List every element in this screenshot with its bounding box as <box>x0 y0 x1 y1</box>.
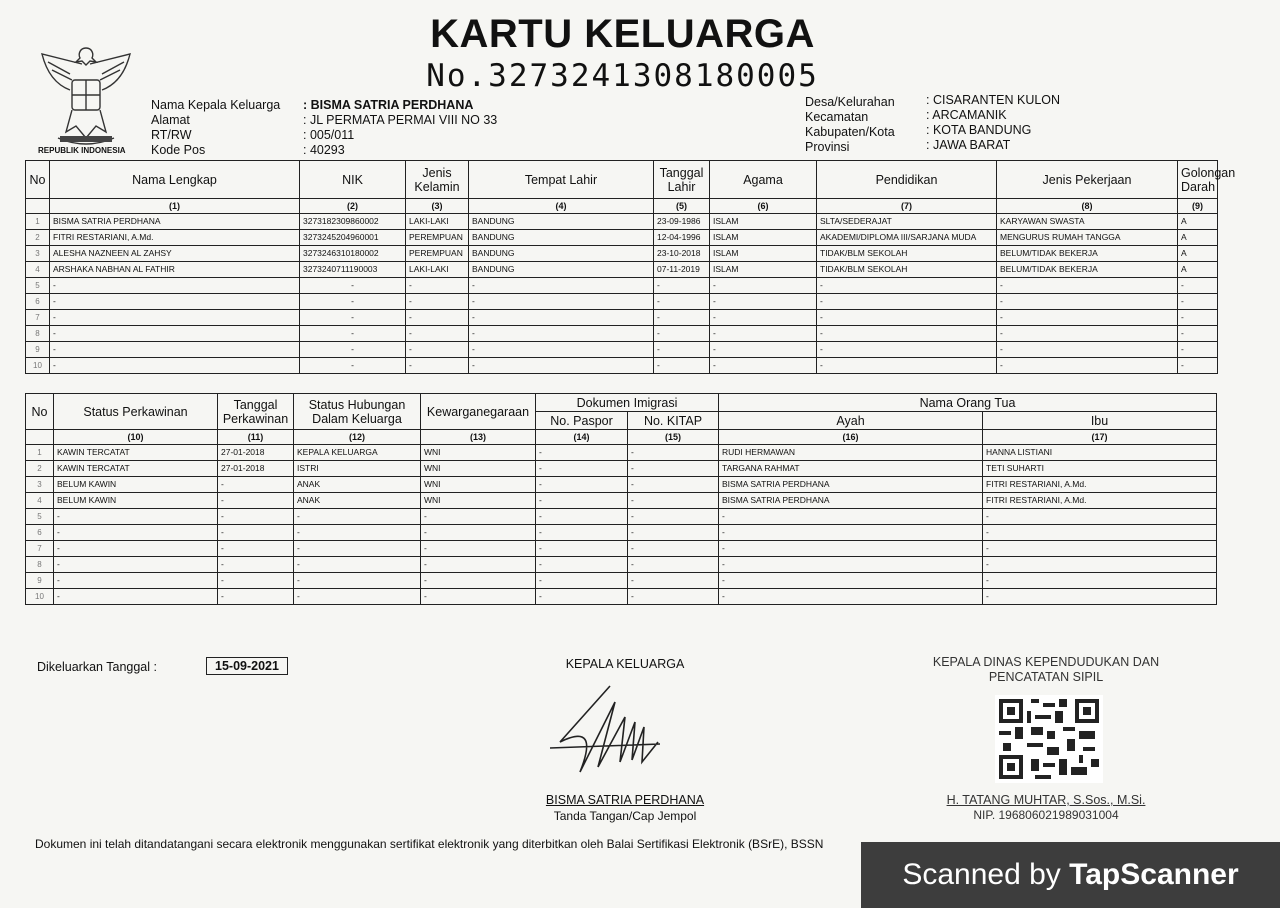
cell-no-paspor: - <box>536 589 628 605</box>
cell-nama-lengkap: - <box>50 294 300 310</box>
cell-status-hubungan: ISTRI <box>294 461 421 477</box>
cell-jenis-kelamin: - <box>406 310 469 326</box>
table1-header-row <box>26 161 1218 199</box>
cell-ibu: - <box>983 589 1217 605</box>
table-row <box>26 493 1217 509</box>
table-row <box>26 294 1218 310</box>
table2-subheader-no-paspor: No. Paspor <box>536 412 628 430</box>
cell-status-hubungan: ANAK <box>294 477 421 493</box>
cell-tempat-lahir: - <box>469 278 654 294</box>
cell-ayah: TARGANA RAHMAT <box>719 461 983 477</box>
value-desa-kelurahan: : CISARANTEN KULON <box>926 93 1061 107</box>
cell-agama: - <box>710 358 817 374</box>
table-row <box>26 278 1218 294</box>
table1-number-empty <box>26 199 50 214</box>
cell-status-perkawinan: - <box>54 557 218 573</box>
cell-nik: 3273182309860002 <box>300 214 406 230</box>
cell-no: 7 <box>26 310 50 326</box>
table1-number-1: (1) <box>50 199 300 214</box>
cell-agama: ISLAM <box>710 246 817 262</box>
cell-tanggal-lahir: - <box>654 342 710 358</box>
cell-status-hubungan: KEPALA KELUARGA <box>294 445 421 461</box>
cell-status-perkawinan: BELUM KAWIN <box>54 477 218 493</box>
cell-jenis-kelamin: - <box>406 342 469 358</box>
table-row <box>26 461 1217 477</box>
cell-jenis-kelamin: - <box>406 358 469 374</box>
cell-kewarganegaraan: - <box>421 557 536 573</box>
cell-tanggal-lahir: 23-09-1986 <box>654 214 710 230</box>
cell-nik: 3273240711190003 <box>300 262 406 278</box>
table2-subheader-ayah: Ayah <box>719 412 983 430</box>
table-row <box>26 589 1217 605</box>
table1-number-2: (2) <box>300 199 406 214</box>
cell-tanggal-perkawinan: - <box>218 509 294 525</box>
cell-tanggal-perkawinan: - <box>218 589 294 605</box>
official-name: H. TATANG MUHTAR, S.Sos., M.Si. <box>946 793 1146 807</box>
cell-golongan-darah: - <box>1178 294 1218 310</box>
label-nama-kepala-keluarga: Nama Kepala Keluarga <box>151 98 281 112</box>
table1-header-tempat-lahir: Tempat Lahir <box>469 161 654 199</box>
cell-kewarganegaraan: WNI <box>421 477 536 493</box>
table1-number-8: (8) <box>997 199 1178 214</box>
table2-body <box>26 445 1217 605</box>
cell-no: 1 <box>26 445 54 461</box>
cell-golongan-darah: - <box>1178 310 1218 326</box>
cell-no: 9 <box>26 573 54 589</box>
table1-number-7: (7) <box>817 199 997 214</box>
table1-header-nama-lengkap: Nama Lengkap <box>50 161 300 199</box>
cell-jenis-kelamin: PEREMPUAN <box>406 230 469 246</box>
cell-status-hubungan: - <box>294 557 421 573</box>
qr-code-icon <box>995 695 1103 783</box>
value-kabupaten-kota: : KOTA BANDUNG <box>926 123 1032 137</box>
cell-agama: ISLAM <box>710 214 817 230</box>
value-provinsi: : JAWA BARAT <box>926 138 1011 152</box>
cell-agama: ISLAM <box>710 230 817 246</box>
cell-no: 7 <box>26 541 54 557</box>
cell-tanggal-perkawinan: - <box>218 525 294 541</box>
cell-ibu: FITRI RESTARIANI, A.Md. <box>983 477 1217 493</box>
cell-pendidikan: AKADEMI/DIPLOMA III/SARJANA MUDA <box>817 230 997 246</box>
cell-jenis-kelamin: LAKI-LAKI <box>406 262 469 278</box>
cell-ayah: BISMA SATRIA PERDHANA <box>719 477 983 493</box>
cell-tanggal-lahir: - <box>654 358 710 374</box>
cell-tanggal-lahir: - <box>654 310 710 326</box>
cell-nama-lengkap: BISMA SATRIA PERDHANA <box>50 214 300 230</box>
cell-no: 5 <box>26 509 54 525</box>
value-kode-pos: : 40293 <box>303 143 345 157</box>
table-row <box>26 358 1218 374</box>
cell-ayah: - <box>719 557 983 573</box>
cell-no-kitap: - <box>628 541 719 557</box>
header-left-labels <box>151 98 280 158</box>
cell-nik: - <box>300 358 406 374</box>
official-nip: NIP. 196806021989031004 <box>973 808 1119 822</box>
cell-ibu: HANNA LISTIANI <box>983 445 1217 461</box>
cell-ayah: - <box>719 509 983 525</box>
electronic-signature-note: Dokumen ini telah ditandatangani secara elektronik menggunakan sertifikat elektronik yang diterbitkan oleh Balai Sertifikasi Elektronik (BSrE), BSSN <box>35 837 824 851</box>
cell-jenis-kelamin: - <box>406 326 469 342</box>
cell-tempat-lahir: BANDUNG <box>469 262 654 278</box>
cell-status-perkawinan: - <box>54 525 218 541</box>
office-title-line2: PENCATATAN SIPIL <box>988 670 1104 684</box>
value-nama-kepala-keluarga: : BISMA SATRIA PERDHANA <box>303 98 474 112</box>
cell-no: 6 <box>26 294 50 310</box>
cell-status-perkawinan: - <box>54 573 218 589</box>
table1-number-4: (4) <box>469 199 654 214</box>
table1-header-tanggal-lahir: Tanggal Lahir <box>654 161 710 199</box>
cell-status-hubungan: - <box>294 589 421 605</box>
label-kabupaten-kota: Kabupaten/Kota <box>805 125 895 139</box>
table2-header-status-hubungan: Status Hubungan Dalam Keluarga <box>294 394 421 430</box>
table-row <box>26 342 1218 358</box>
cell-ayah: - <box>719 525 983 541</box>
cell-pendidikan: SLTA/SEDERAJAT <box>817 214 997 230</box>
table1-header-no: No <box>26 161 50 199</box>
table2-number-12: (12) <box>294 430 421 445</box>
head-of-family-name: BISMA SATRIA PERDHANA <box>545 793 705 807</box>
document-number: No.3273241308180005 <box>426 58 819 94</box>
table2-number-17: (17) <box>983 430 1217 445</box>
cell-no-kitap: - <box>628 573 719 589</box>
cell-tanggal-lahir: - <box>654 278 710 294</box>
label-alamat: Alamat <box>151 113 190 127</box>
cell-nama-lengkap: ARSHAKA NABHAN AL FATHIR <box>50 262 300 278</box>
cell-nik: - <box>300 294 406 310</box>
header-right-values <box>926 93 1060 153</box>
cell-status-perkawinan: KAWIN TERCATAT <box>54 445 218 461</box>
cell-tanggal-lahir: 07-11-2019 <box>654 262 710 278</box>
cell-no-kitap: - <box>628 557 719 573</box>
cell-nama-lengkap: - <box>50 342 300 358</box>
cell-status-perkawinan: - <box>54 589 218 605</box>
cell-ayah: - <box>719 573 983 589</box>
table-row <box>26 214 1218 230</box>
cell-pendidikan: - <box>817 310 997 326</box>
cell-status-perkawinan: - <box>54 541 218 557</box>
cell-ayah: RUDI HERMAWAN <box>719 445 983 461</box>
table-row <box>26 525 1217 541</box>
signature-caption: Tanda Tangan/Cap Jempol <box>553 809 697 823</box>
cell-ayah: - <box>719 589 983 605</box>
cell-tanggal-lahir: - <box>654 294 710 310</box>
cell-ibu: - <box>983 509 1217 525</box>
head-of-family-title: KEPALA KELUARGA <box>565 657 685 671</box>
table-row <box>26 557 1217 573</box>
header-right-labels <box>805 95 895 155</box>
cell-jenis-kelamin: LAKI-LAKI <box>406 214 469 230</box>
table-row <box>26 326 1218 342</box>
cell-tanggal-perkawinan: 27-01-2018 <box>218 461 294 477</box>
cell-tempat-lahir: BANDUNG <box>469 246 654 262</box>
cell-golongan-darah: - <box>1178 278 1218 294</box>
table1-body <box>26 214 1218 374</box>
header-left-values <box>303 98 497 158</box>
table-row <box>26 573 1217 589</box>
cell-jenis-pekerjaan: BELUM/TIDAK BEKERJA <box>997 246 1178 262</box>
cell-no-paspor: - <box>536 557 628 573</box>
cell-kewarganegaraan: - <box>421 509 536 525</box>
cell-no-paspor: - <box>536 525 628 541</box>
scanner-prefix: Scanned by <box>902 858 1061 891</box>
cell-no-paspor: - <box>536 509 628 525</box>
cell-tanggal-perkawinan: - <box>218 573 294 589</box>
cell-kewarganegaraan: WNI <box>421 461 536 477</box>
cell-tanggal-lahir: 12-04-1996 <box>654 230 710 246</box>
table-row <box>26 262 1218 278</box>
family-members-table <box>25 160 1236 374</box>
cell-kewarganegaraan: - <box>421 573 536 589</box>
cell-golongan-darah: - <box>1178 326 1218 342</box>
cell-pendidikan: - <box>817 358 997 374</box>
cell-no: 9 <box>26 342 50 358</box>
cell-status-hubungan: - <box>294 541 421 557</box>
table2-subheader-ibu: Ibu <box>983 412 1217 430</box>
value-kecamatan: : ARCAMANIK <box>926 108 1007 122</box>
cell-no-paspor: - <box>536 445 628 461</box>
cell-no: 10 <box>26 589 54 605</box>
table2-header-row <box>26 394 1217 412</box>
cell-status-perkawinan: KAWIN TERCATAT <box>54 461 218 477</box>
cell-no-kitap: - <box>628 589 719 605</box>
label-provinsi: Provinsi <box>805 140 850 154</box>
scanner-brand: TapScanner <box>1069 858 1239 891</box>
table2-header-nama-orang-tua: Nama Orang Tua <box>719 394 1217 412</box>
cell-status-hubungan: ANAK <box>294 493 421 509</box>
table1-number-9: (9) <box>1178 199 1218 214</box>
cell-nama-lengkap: - <box>50 326 300 342</box>
cell-no: 2 <box>26 230 50 246</box>
cell-pendidikan: - <box>817 342 997 358</box>
signature-icon <box>540 682 670 782</box>
table2-header-status-perkawinan: Status Perkawinan <box>54 394 218 430</box>
document-title: KARTU KELUARGA <box>430 12 815 56</box>
cell-ibu: - <box>983 525 1217 541</box>
cell-nama-lengkap: - <box>50 310 300 326</box>
cell-nama-lengkap: ALESHA NAZNEEN AL ZAHSY <box>50 246 300 262</box>
cell-no-paspor: - <box>536 461 628 477</box>
cell-tempat-lahir: - <box>469 310 654 326</box>
table-row <box>26 310 1218 326</box>
cell-tempat-lahir: - <box>469 358 654 374</box>
cell-jenis-pekerjaan: KARYAWAN SWASTA <box>997 214 1178 230</box>
cell-nik: - <box>300 342 406 358</box>
table-row <box>26 541 1217 557</box>
cell-no-paspor: - <box>536 541 628 557</box>
cell-agama: - <box>710 326 817 342</box>
table1-header-agama: Agama <box>710 161 817 199</box>
cell-jenis-pekerjaan: - <box>997 342 1178 358</box>
cell-no: 3 <box>26 246 50 262</box>
cell-golongan-darah: - <box>1178 342 1218 358</box>
table2-number-14: (14) <box>536 430 628 445</box>
table1-header-jenis-pekerjaan: Jenis Pekerjaan <box>997 161 1178 199</box>
cell-no-paspor: - <box>536 477 628 493</box>
cell-golongan-darah: A <box>1178 262 1218 278</box>
cell-no-paspor: - <box>536 573 628 589</box>
family-status-table <box>25 393 1217 605</box>
cell-no-kitap: - <box>628 461 719 477</box>
table1-number-row <box>26 199 1218 214</box>
cell-jenis-pekerjaan: - <box>997 278 1178 294</box>
cell-nik: - <box>300 310 406 326</box>
cell-jenis-pekerjaan: - <box>997 310 1178 326</box>
cell-ayah: BISMA SATRIA PERDHANA <box>719 493 983 509</box>
cell-kewarganegaraan: - <box>421 541 536 557</box>
cell-tempat-lahir: - <box>469 294 654 310</box>
table-row <box>26 246 1218 262</box>
issued-date-value: 15-09-2021 <box>206 657 288 675</box>
table2-header-dokumen-imigrasi: Dokumen Imigrasi <box>536 394 719 412</box>
cell-kewarganegaraan: WNI <box>421 493 536 509</box>
table2-number-10: (10) <box>54 430 218 445</box>
cell-golongan-darah: A <box>1178 214 1218 230</box>
label-rt-rw: RT/RW <box>151 128 192 142</box>
cell-jenis-kelamin: PEREMPUAN <box>406 246 469 262</box>
cell-no-kitap: - <box>628 493 719 509</box>
cell-no: 1 <box>26 214 50 230</box>
table2-number-15: (15) <box>628 430 719 445</box>
value-rt-rw: : 005/011 <box>303 128 355 142</box>
cell-jenis-pekerjaan: - <box>997 294 1178 310</box>
cell-status-perkawinan: - <box>54 509 218 525</box>
cell-agama: - <box>710 310 817 326</box>
cell-jenis-kelamin: - <box>406 294 469 310</box>
table2-number-16: (16) <box>719 430 983 445</box>
cell-jenis-kelamin: - <box>406 278 469 294</box>
label-desa-kelurahan: Desa/Kelurahan <box>805 95 895 109</box>
table1-number-3: (3) <box>406 199 469 214</box>
cell-nik: - <box>300 326 406 342</box>
cell-ibu: TETI SUHARTI <box>983 461 1217 477</box>
cell-no-paspor: - <box>536 493 628 509</box>
table2-subheader-no-kitap: No. KITAP <box>628 412 719 430</box>
value-alamat: : JL PERMATA PERMAI VIII NO 33 <box>303 113 498 127</box>
cell-no: 5 <box>26 278 50 294</box>
table-row <box>26 445 1217 461</box>
table2-number-row <box>26 430 1217 445</box>
table1-header-pendidikan: Pendidikan <box>817 161 997 199</box>
cell-agama: - <box>710 294 817 310</box>
cell-no-kitap: - <box>628 509 719 525</box>
office-title-line1: KEPALA DINAS KEPENDUDUKAN DAN <box>932 655 1160 669</box>
cell-status-perkawinan: BELUM KAWIN <box>54 493 218 509</box>
cell-ibu: FITRI RESTARIANI, A.Md. <box>983 493 1217 509</box>
table1-number-6: (6) <box>710 199 817 214</box>
table2-number-11: (11) <box>218 430 294 445</box>
cell-ibu: - <box>983 573 1217 589</box>
cell-status-hubungan: - <box>294 573 421 589</box>
cell-tanggal-perkawinan: 27-01-2018 <box>218 445 294 461</box>
cell-tempat-lahir: - <box>469 326 654 342</box>
table1-header-jenis-kelamin: Jenis Kelamin <box>406 161 469 199</box>
cell-nama-lengkap: - <box>50 358 300 374</box>
cell-nama-lengkap: FITRI RESTARIANI, A.Md. <box>50 230 300 246</box>
table1-number-5: (5) <box>654 199 710 214</box>
cell-kewarganegaraan: - <box>421 589 536 605</box>
cell-tempat-lahir: BANDUNG <box>469 230 654 246</box>
cell-no: 8 <box>26 557 54 573</box>
table2-number-empty <box>26 430 54 445</box>
table-row <box>26 477 1217 493</box>
cell-no-kitap: - <box>628 477 719 493</box>
cell-no: 10 <box>26 358 50 374</box>
cell-no: 6 <box>26 525 54 541</box>
cell-no: 2 <box>26 461 54 477</box>
table-row <box>26 230 1218 246</box>
cell-kewarganegaraan: - <box>421 525 536 541</box>
cell-status-hubungan: - <box>294 509 421 525</box>
cell-kewarganegaraan: WNI <box>421 445 536 461</box>
table2-header-kewarganegaraan: Kewarganegaraan <box>421 394 536 430</box>
table1-header-golongan-darah: Golongan Darah <box>1178 161 1218 199</box>
cell-no: 4 <box>26 493 54 509</box>
cell-pendidikan: - <box>817 294 997 310</box>
cell-jenis-pekerjaan: BELUM/TIDAK BEKERJA <box>997 262 1178 278</box>
cell-agama: - <box>710 278 817 294</box>
cell-ibu: - <box>983 557 1217 573</box>
cell-golongan-darah: A <box>1178 230 1218 246</box>
cell-agama: ISLAM <box>710 262 817 278</box>
cell-ibu: - <box>983 541 1217 557</box>
cell-no: 4 <box>26 262 50 278</box>
cell-no-kitap: - <box>628 445 719 461</box>
cell-tanggal-perkawinan: - <box>218 557 294 573</box>
cell-jenis-pekerjaan: MENGURUS RUMAH TANGGA <box>997 230 1178 246</box>
cell-jenis-pekerjaan: - <box>997 358 1178 374</box>
cell-golongan-darah: - <box>1178 358 1218 374</box>
issued-date-label: Dikeluarkan Tanggal : <box>37 660 157 674</box>
cell-tanggal-perkawinan: - <box>218 477 294 493</box>
cell-jenis-pekerjaan: - <box>997 326 1178 342</box>
cell-no: 3 <box>26 477 54 493</box>
cell-agama: - <box>710 342 817 358</box>
cell-golongan-darah: A <box>1178 246 1218 262</box>
table2-header-tanggal-perkawinan: Tanggal Perkawinan <box>218 394 294 430</box>
cell-pendidikan: TIDAK/BLM SEKOLAH <box>817 246 997 262</box>
table-row <box>26 509 1217 525</box>
cell-nama-lengkap: - <box>50 278 300 294</box>
scanner-watermark <box>861 842 1280 908</box>
cell-pendidikan: - <box>817 278 997 294</box>
cell-no: 8 <box>26 326 50 342</box>
cell-pendidikan: - <box>817 326 997 342</box>
cell-tempat-lahir: - <box>469 342 654 358</box>
cell-ayah: - <box>719 541 983 557</box>
cell-pendidikan: TIDAK/BLM SEKOLAH <box>817 262 997 278</box>
table1-header-nik: NIK <box>300 161 406 199</box>
cell-tanggal-perkawinan: - <box>218 541 294 557</box>
cell-tanggal-perkawinan: - <box>218 493 294 509</box>
cell-tempat-lahir: BANDUNG <box>469 214 654 230</box>
cell-nik: - <box>300 278 406 294</box>
cell-status-hubungan: - <box>294 525 421 541</box>
label-kecamatan: Kecamatan <box>805 110 869 124</box>
table2-number-13: (13) <box>421 430 536 445</box>
emblem-caption: REPUBLIK INDONESIA <box>38 146 126 155</box>
label-kode-pos: Kode Pos <box>151 143 206 157</box>
cell-tanggal-lahir: - <box>654 326 710 342</box>
cell-no-kitap: - <box>628 525 719 541</box>
cell-nik: 3273245204960001 <box>300 230 406 246</box>
cell-tanggal-lahir: 23-10-2018 <box>654 246 710 262</box>
table2-header-no: No <box>26 394 54 430</box>
cell-nik: 3273246310180002 <box>300 246 406 262</box>
